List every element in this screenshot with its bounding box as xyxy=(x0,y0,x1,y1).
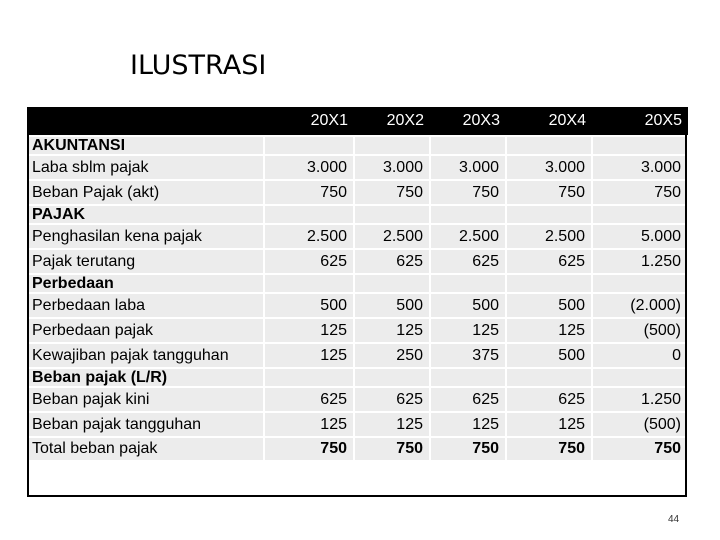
value-cell: 125 xyxy=(506,412,592,437)
row-label: Pajak terutang xyxy=(28,249,264,274)
table-row xyxy=(28,318,688,343)
value-cell: 625 xyxy=(506,387,592,412)
value-cell xyxy=(264,274,354,293)
value-cell: 3.000 xyxy=(354,155,430,180)
value-cell: 125 xyxy=(430,412,506,437)
value-cell xyxy=(264,368,354,387)
value-cell: 3.000 xyxy=(592,155,688,180)
value-cell: 3.000 xyxy=(506,155,592,180)
value-cell xyxy=(592,205,688,224)
header-cell-20x4: 20X4 xyxy=(506,107,592,136)
value-cell: 125 xyxy=(506,318,592,343)
value-cell: 125 xyxy=(264,343,354,368)
section-label: PAJAK xyxy=(28,205,264,224)
value-cell: 1.250 xyxy=(592,249,688,274)
table-row xyxy=(28,224,688,249)
value-cell xyxy=(592,368,688,387)
table-row xyxy=(28,155,688,180)
value-cell: 750 xyxy=(592,437,688,461)
value-cell: 2.500 xyxy=(506,224,592,249)
value-cell: 2.500 xyxy=(430,224,506,249)
value-cell: 2.500 xyxy=(264,224,354,249)
value-cell: 750 xyxy=(430,180,506,205)
value-cell: 625 xyxy=(354,249,430,274)
row-label: Perbedaan laba xyxy=(28,293,264,318)
row-label: Perbedaan pajak xyxy=(28,318,264,343)
table-row xyxy=(28,249,688,274)
value-cell: 750 xyxy=(264,180,354,205)
page-title: ILUSTRASI xyxy=(130,50,267,81)
value-cell xyxy=(264,205,354,224)
row-label: Beban Pajak (akt) xyxy=(28,180,264,205)
row-label: Laba sblm pajak xyxy=(28,155,264,180)
table-row xyxy=(28,412,688,437)
value-cell: 750 xyxy=(264,437,354,461)
value-cell xyxy=(430,274,506,293)
value-cell: 625 xyxy=(264,249,354,274)
value-cell: 5.000 xyxy=(592,224,688,249)
value-cell xyxy=(354,368,430,387)
value-cell: 750 xyxy=(430,437,506,461)
page-number: 44 xyxy=(668,514,680,525)
value-cell xyxy=(430,136,506,155)
value-cell: 750 xyxy=(354,180,430,205)
header-cell-20x5: 20X5 xyxy=(592,107,688,136)
row-label: Total beban pajak xyxy=(28,437,264,461)
illustration-table xyxy=(27,107,689,462)
value-cell xyxy=(506,205,592,224)
table-row xyxy=(28,343,688,368)
value-cell: 125 xyxy=(264,318,354,343)
value-cell: 625 xyxy=(430,387,506,412)
header-cell-20x3: 20X3 xyxy=(430,107,506,136)
value-cell xyxy=(592,136,688,155)
section-label: AKUNTANSI xyxy=(28,136,264,155)
value-cell: 2.500 xyxy=(354,224,430,249)
value-cell: 375 xyxy=(430,343,506,368)
value-cell xyxy=(506,368,592,387)
table-row xyxy=(28,368,688,387)
value-cell: 3.000 xyxy=(430,155,506,180)
value-cell: 750 xyxy=(354,437,430,461)
header-cell-label xyxy=(28,107,264,136)
value-cell: 750 xyxy=(506,437,592,461)
value-cell: 500 xyxy=(506,343,592,368)
value-cell: 625 xyxy=(430,249,506,274)
value-cell xyxy=(264,136,354,155)
value-cell: 750 xyxy=(506,180,592,205)
value-cell xyxy=(354,205,430,224)
value-cell: (500) xyxy=(592,412,688,437)
row-label: Penghasilan kena pajak xyxy=(28,224,264,249)
value-cell xyxy=(354,274,430,293)
value-cell xyxy=(430,205,506,224)
value-cell: 625 xyxy=(506,249,592,274)
header-cell-20x2: 20X2 xyxy=(354,107,430,136)
row-label: Beban pajak tangguhan xyxy=(28,412,264,437)
value-cell: 500 xyxy=(506,293,592,318)
row-label: Kewajiban pajak tangguhan xyxy=(28,343,264,368)
value-cell xyxy=(430,368,506,387)
table-row xyxy=(28,180,688,205)
section-label: Beban pajak (L/R) xyxy=(28,368,264,387)
value-cell: (2.000) xyxy=(592,293,688,318)
value-cell: 1.250 xyxy=(592,387,688,412)
header-cell-20x1: 20X1 xyxy=(264,107,354,136)
table-row xyxy=(28,136,688,155)
value-cell xyxy=(506,274,592,293)
value-cell xyxy=(592,274,688,293)
value-cell: 125 xyxy=(264,412,354,437)
value-cell: 0 xyxy=(592,343,688,368)
table-row xyxy=(28,293,688,318)
value-cell: 750 xyxy=(592,180,688,205)
value-cell: 625 xyxy=(264,387,354,412)
value-cell: 125 xyxy=(430,318,506,343)
value-cell: 500 xyxy=(354,293,430,318)
value-cell: 125 xyxy=(354,412,430,437)
value-cell: 500 xyxy=(430,293,506,318)
table-row xyxy=(28,205,688,224)
value-cell xyxy=(354,136,430,155)
table-header-row xyxy=(28,107,688,136)
value-cell: 500 xyxy=(264,293,354,318)
value-cell: 625 xyxy=(354,387,430,412)
table-row xyxy=(28,437,688,461)
value-cell: (500) xyxy=(592,318,688,343)
table-row xyxy=(28,274,688,293)
value-cell xyxy=(506,136,592,155)
value-cell: 3.000 xyxy=(264,155,354,180)
table-row xyxy=(28,387,688,412)
row-label: Beban pajak kini xyxy=(28,387,264,412)
value-cell: 250 xyxy=(354,343,430,368)
section-label: Perbedaan xyxy=(28,274,264,293)
table-body xyxy=(28,136,688,461)
value-cell: 125 xyxy=(354,318,430,343)
